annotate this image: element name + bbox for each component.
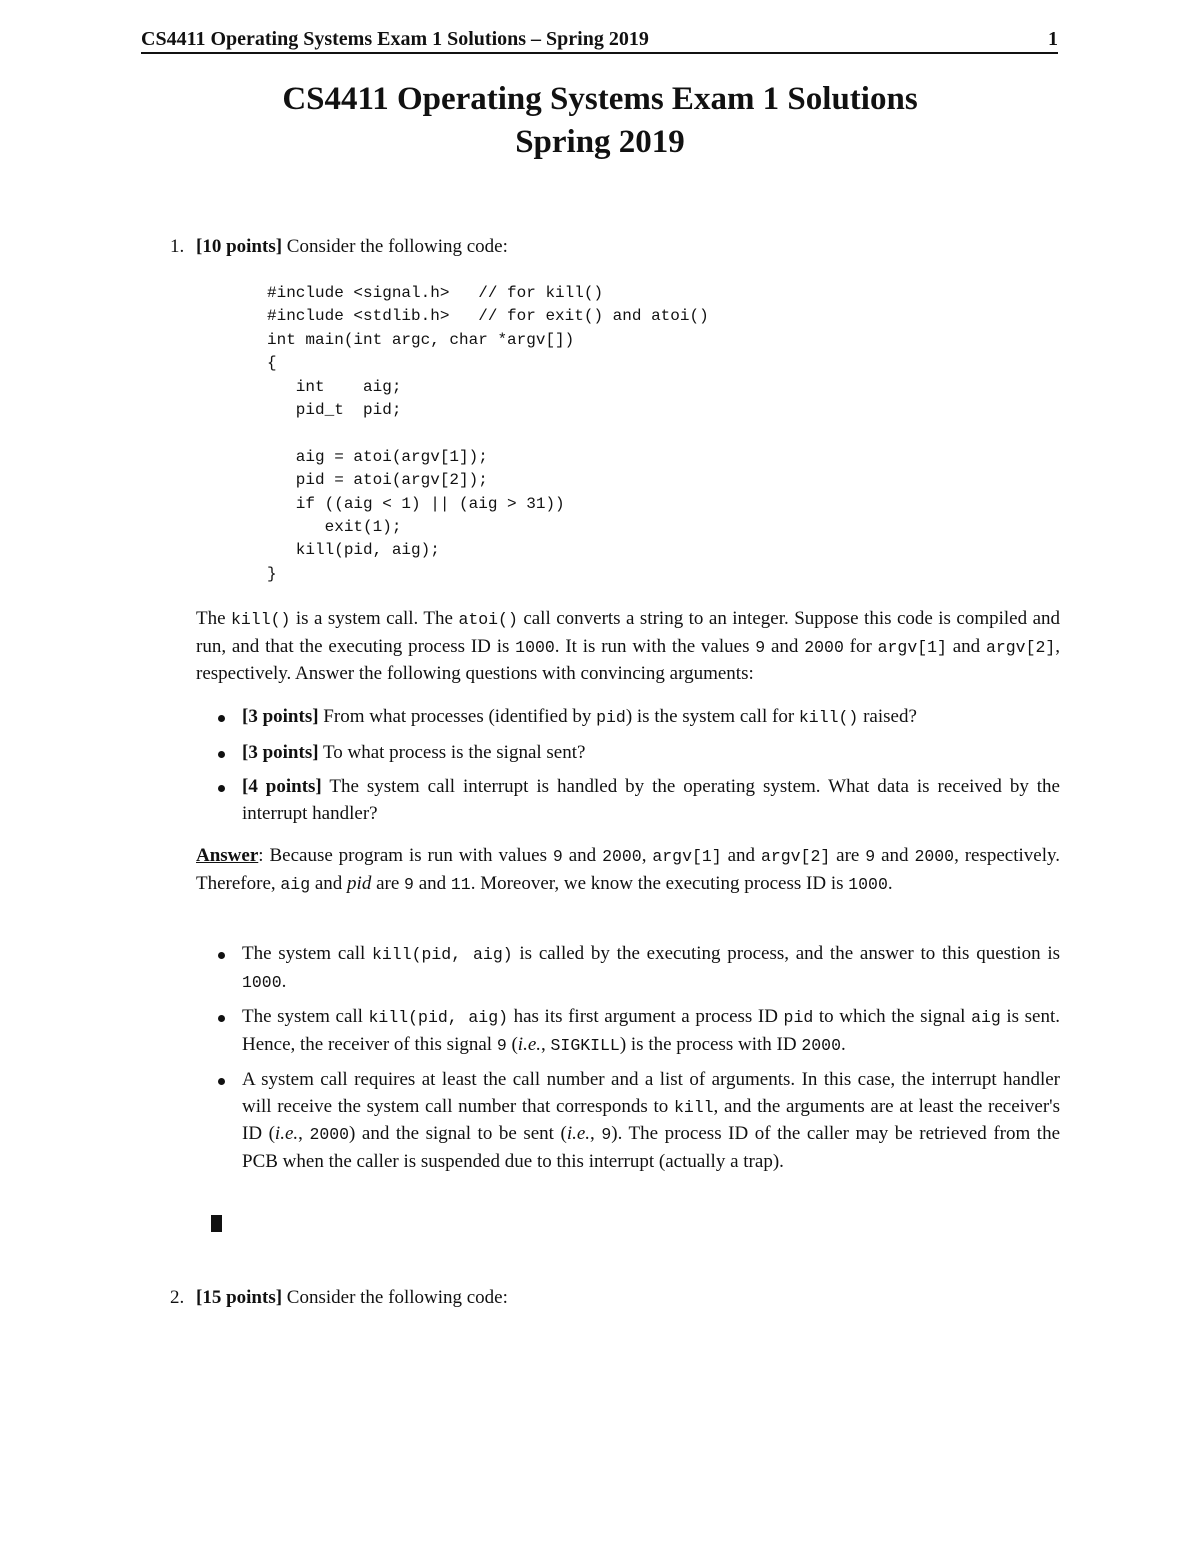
subquestion-item: [3 points] To what process is the signal sent?	[196, 740, 1060, 767]
subquestion-item: [4 points] The system call interrupt is handled by the operating system. What data is received by the interrupt handler?	[196, 774, 1060, 827]
question-2-prompt: Consider the following code:	[282, 1287, 508, 1308]
document-title: CS4411 Operating Systems Exam 1 Solutions	[282, 81, 918, 117]
running-header-title: CS4411 Operating Systems Exam 1 Solutions – Spring 2019	[141, 28, 649, 50]
question-2-number: 2.	[170, 1287, 185, 1308]
page-number: 1	[1048, 28, 1058, 50]
answer-paragraph: Answer: Because program is run with values 9 and 2000, argv[1] and argv[2] are 9 and 2000, respectively. Therefore, aig and pid are 9 and 11. Moreover, we know the executing process ID is 1000.	[196, 845, 1061, 894]
question-1-points: [10 points]	[196, 236, 283, 257]
question-1-code-listing: #include <signal.h> // for kill() #include <stdlib.h> // for exit() and atoi() int main(int argc, char *argv[]) { int aig; pid_t pid; aig = atoi(argv[1]); pid = atoi(argv[2]); if ((aig < 1) || (aig > 31)) exit(1); kill(pid, aig); }	[267, 284, 709, 583]
running-header	[141, 26, 1058, 54]
question-1-subquestions	[196, 704, 1060, 827]
question-2-points: [15 points]	[196, 1287, 283, 1308]
question-1-description: The kill() is a system call. The atoi() call converts a string to an integer. Suppose this code is compiled and run, and that the executing process ID is 1000. It is run with the values 9 and 2000 for argv[1] and argv[2], respectively. Answer the following questions with convincing arguments:	[196, 608, 1061, 684]
answer-item: The system call kill(pid, aig) is called by the executing process, and the answer to this question is 1000.	[196, 941, 1060, 996]
bullet-icon	[218, 751, 225, 758]
answer-bullets	[196, 941, 1060, 1175]
answer-label: Answer	[196, 845, 259, 866]
subquestion-item: [3 points] From what processes (identified by pid) is the system call for kill() raised?	[196, 704, 1060, 732]
document-subtitle: Spring 2019	[515, 124, 685, 160]
answer-item: A system call requires at least the call number and a list of arguments. In this case, the interrupt handler will receive the system call number that corresponds to kill, and the arguments are at least the receiver's ID (i.e., 2000) and the signal to be sent (i.e., 9). The process ID of the caller may be retrieved from the PCB when the caller is suspended due to this interrupt (actually a trap).	[196, 1067, 1060, 1175]
answer-item: The system call kill(pid, aig) has its first argument a process ID pid to which the signal aig is sent. Hence, the receiver of this signal 9 (i.e., SIGKILL) is the process with ID 2000.	[196, 1004, 1060, 1059]
question-1-heading	[196, 234, 508, 260]
bullet-icon	[218, 952, 225, 959]
bullet-icon	[218, 785, 225, 792]
question-2-heading	[196, 1285, 508, 1311]
bullet-icon	[218, 1078, 225, 1085]
question-1-number: 1.	[170, 236, 185, 257]
end-of-proof-icon	[211, 1215, 222, 1232]
bullet-icon	[218, 715, 225, 722]
bullet-icon	[218, 1015, 225, 1022]
question-1-prompt: Consider the following code:	[282, 236, 508, 257]
